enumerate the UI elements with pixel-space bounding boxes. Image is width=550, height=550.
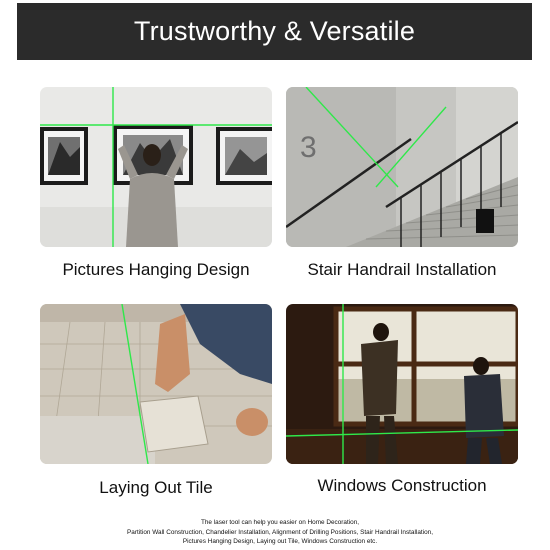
stair-handrail-image [286,87,518,247]
footnote-line-2: Partition Wall Construction, Chandelier Installation, Alignment of Drilling Positions, Stair Handrail Installation, [127,528,433,536]
worker-right-body [464,374,504,438]
worker-right-head [473,357,489,375]
person-shirt [126,173,178,247]
caption-windows-construction: Windows Construction [317,476,487,495]
footnote-line-3: Pictures Hanging Design, Laying out Tile, Windows Construction etc. [182,538,378,545]
caption-stair-handrail: Stair Handrail Installation [307,260,497,279]
caption-laying-tile: Laying Out Tile [99,478,213,497]
mortar-area [40,416,155,464]
windows-scene [286,304,518,464]
footnote [40,518,520,547]
windows-construction-image [286,304,518,464]
worker-left-head [373,323,389,341]
caption-pictures-hanging: Pictures Hanging Design [62,260,250,279]
worker-left-body [361,340,398,416]
laying-tile-image [40,304,272,464]
person-head [143,144,161,166]
pictures-hanging-image [40,87,272,247]
footnote-line-1: The laser tool can help you easier on Home Decoration, [200,519,360,526]
tile-scene [40,304,272,464]
stair-scene [286,87,518,247]
pictures-hanging-scene [40,87,272,247]
banner-title: Trustworthy & Versatile [133,16,416,46]
wall-picture [476,209,494,233]
title-banner [17,3,532,60]
stair-sign-number: 3 [300,131,317,164]
tile-piece [140,396,208,452]
worker-hand [236,408,268,436]
